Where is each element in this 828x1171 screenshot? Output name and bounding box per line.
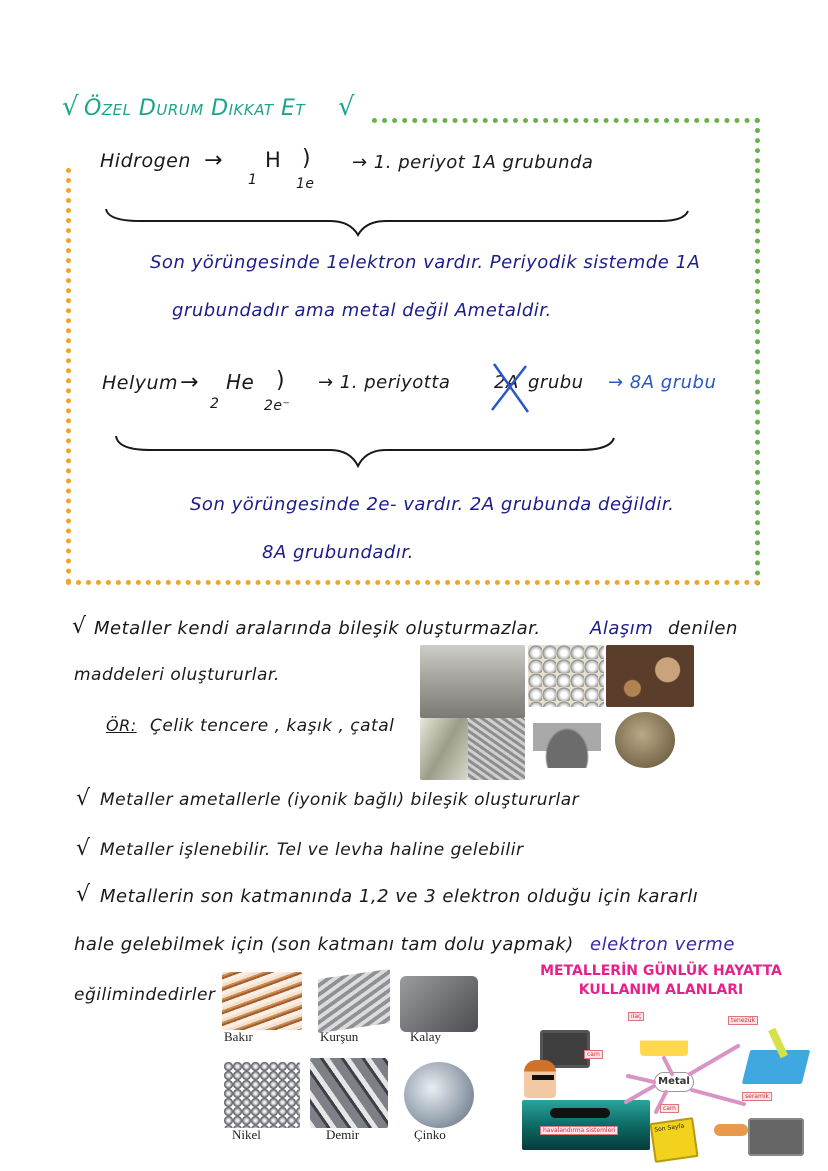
brace-icon <box>110 432 620 476</box>
frame-right-border <box>755 118 760 586</box>
metal-label: Bakır <box>224 1029 253 1044</box>
metal-crystal-image <box>468 718 525 780</box>
period-group-result: → 1. periyot 1A grubunda <box>352 152 594 173</box>
lead-image <box>318 969 390 1033</box>
infographic-title-line1: METALLERİN GÜNLÜK HAYATTA <box>540 963 782 979</box>
element-name: Hidrogen <box>100 150 191 172</box>
hydrogen-note-line2: grubundadır ama metal değil Ametaldir. <box>172 300 552 321</box>
nickel-image <box>224 1062 300 1128</box>
book-title: Son Sayfa <box>653 1122 685 1134</box>
electron-count: 1e <box>296 176 315 192</box>
brass-fittings-image <box>606 645 694 707</box>
bismuth-crystal-image <box>420 718 468 780</box>
zinc-image <box>404 1062 474 1128</box>
oven-mitt-icon <box>714 1124 748 1136</box>
metal-center-node: Metal <box>654 1072 694 1092</box>
frame-bottom-border <box>66 580 760 585</box>
frame-left-border <box>66 168 71 584</box>
point-text: Metaller kendi aralarında bileşik oluşturmazlar. <box>94 618 541 639</box>
copper-image <box>222 972 302 1030</box>
book-icon <box>649 1117 698 1163</box>
point-text-line2: maddeleri oluştururlar. <box>74 665 280 685</box>
atomic-number: 1 <box>248 172 258 188</box>
metal-label: Kurşun <box>320 1029 359 1044</box>
group-word: grubu <box>528 372 584 393</box>
microwave-icon <box>748 1118 804 1156</box>
submarine-icon <box>550 1108 610 1118</box>
helium-note-line1: Son yörüngesinde 2e- vardır. 2A grubunda değildir. <box>190 494 675 515</box>
usage-tag: ilaç <box>628 1012 644 1021</box>
shell-mark: ) <box>276 368 286 393</box>
infographic-title-line2: KULLANIM ALANLARI <box>578 982 744 998</box>
usage-tag: tenezük <box>728 1016 758 1025</box>
point-text-line1: Metallerin son katmanında 1,2 ve 3 elektron olduğu için kararlı <box>100 886 699 907</box>
ancient-coin-image <box>615 712 675 768</box>
metal-ore-samples-image <box>420 645 525 718</box>
correction-8a: → 8A grubu <box>608 372 717 393</box>
metal-label: Nikel <box>232 1127 261 1142</box>
period-result: → 1. periyotta <box>318 372 451 393</box>
point-text-line3: eğilimindedirler <box>74 985 216 1005</box>
check-icon: √ <box>76 882 91 907</box>
usage-tag: cam <box>660 1104 679 1113</box>
usage-arrows-icon <box>620 1030 750 1130</box>
metal-ingots-image <box>533 712 601 768</box>
metal-label: Çinko <box>414 1127 446 1142</box>
point-text-line2: hale gelebilmek için (son katmanı tam dolu yapmak) <box>74 934 574 955</box>
hydrogen-note-line1: Son yörüngesinde 1elektron vardır. Periyodik sistemde 1A <box>150 252 701 273</box>
pool-icon <box>742 1050 810 1084</box>
usage-tag: seramik <box>742 1092 772 1101</box>
section-title: Özel Durum Dikkat Et <box>84 96 306 121</box>
check-icon-left: √ <box>62 92 80 122</box>
iron-image <box>310 1058 388 1128</box>
point-text: Metaller ametallerle (iyonik bağlı) bileşik oluştururlar <box>100 790 580 810</box>
check-icon: √ <box>76 836 91 861</box>
arrow-icon: → <box>204 148 223 173</box>
atomic-number: 2 <box>210 396 220 412</box>
metal-label: Demir <box>326 1127 360 1142</box>
check-icon: √ <box>72 614 87 639</box>
element-symbol: H <box>265 148 282 172</box>
alloy-structure-diagram-image <box>528 645 604 707</box>
usage-tag: cam <box>584 1050 603 1059</box>
helium-note-line2: 8A grubundadır. <box>262 542 414 563</box>
point-text: Metaller işlenebilir. Tel ve levha haline gelebilir <box>100 840 524 860</box>
crossed-out-group: 2A <box>494 372 519 393</box>
arrow-icon: → <box>180 370 199 395</box>
infographic-title <box>516 962 806 1000</box>
check-icon-right: √ <box>338 92 356 122</box>
brace-icon <box>100 205 700 245</box>
example-label: ÖR: <box>106 716 137 735</box>
check-icon: √ <box>76 786 91 811</box>
example-text: Çelik tencere , kaşık , çatal <box>150 716 395 736</box>
frame-top-border <box>372 118 760 123</box>
highlight-alloy: Alaşım <box>590 618 654 639</box>
point-text-after: denilen <box>668 618 738 639</box>
tin-image <box>400 976 478 1032</box>
electron-count: 2e⁻ <box>264 398 291 414</box>
element-name: Helyum <box>102 372 179 394</box>
usage-tag: havalandırma sistemleri <box>540 1126 618 1135</box>
highlight-electron-loss: elektron verme <box>590 934 735 955</box>
metal-label: Kalay <box>410 1029 442 1044</box>
cross-out-icon <box>488 360 532 416</box>
element-symbol: He <box>226 370 255 394</box>
shell-mark: ) <box>302 146 312 171</box>
sunglasses-icon <box>532 1075 554 1080</box>
